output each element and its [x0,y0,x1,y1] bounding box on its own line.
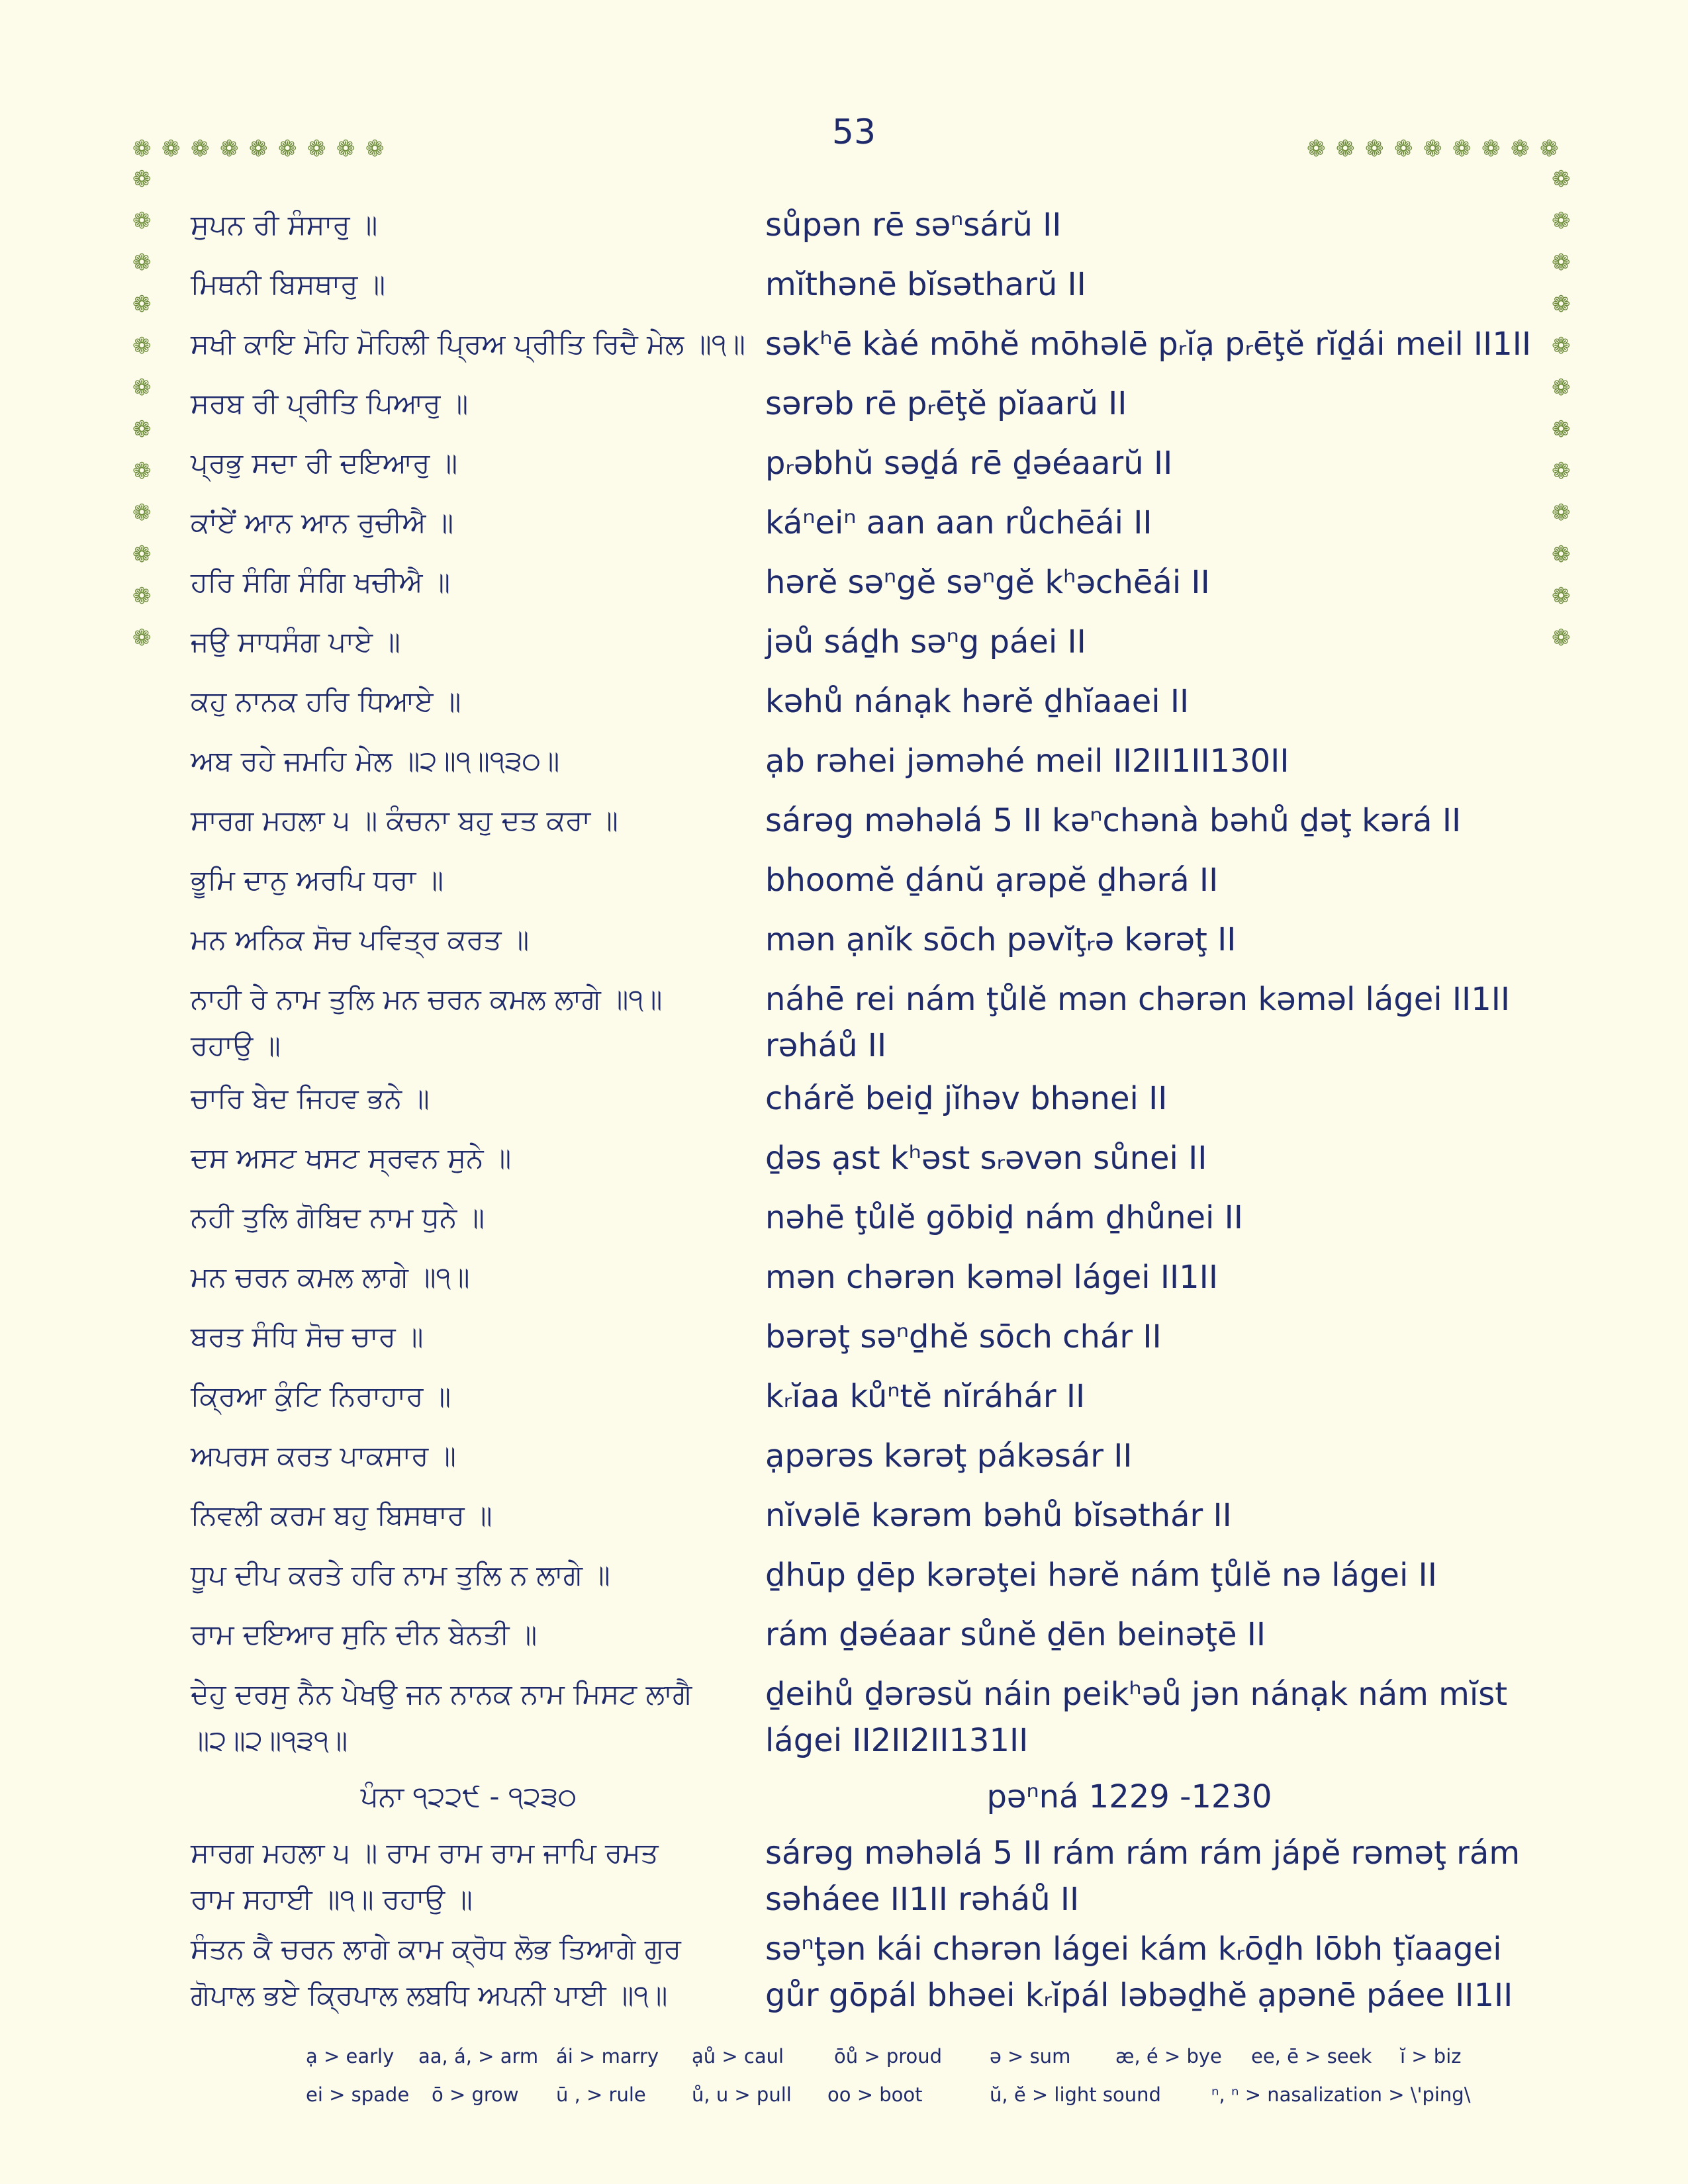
gurmukhi-line: ਸਰਬ ਰੀ ਪ੍ਰੀਤਿ ਪਿਆਰੁ ॥ [191,387,469,420]
gurmukhi-line: ਚਾਰਿ ਬੇਦ ਜਿਹਵ ਭਨੇ ॥ [191,1082,430,1115]
gurmukhi-line: ਮਿਥਨੀ ਬਿਸਥਾਰੁ ॥ [191,268,386,300]
transliteration-line: sárəg məhəlá 5 II rám rám rám jápĕ rəməţ rám səháee II1II rəháů II [765,1835,1521,1918]
transliteration-line: bhoomĕ ḏánŭ ạrəpĕ ḏhərá II [765,862,1219,899]
flower-icon: ❁ [1307,136,1326,162]
gurmukhi-line: ਨਾਹੀ ਰੇ ਨਾਮ ਤੁਲਿ ਮਨ ਚਰਨ ਕਮਲ ਲਾਗੇ ॥੧॥ ਰਹਾਉ ॥ [191,983,663,1062]
gurmukhi-line: ਹਰਿ ਸੰਗਿ ਸੰਗਿ ਖਚੀਐ ॥ [191,566,451,598]
legend-item: ei > spade [306,2083,410,2106]
flower-icon: ❁ [1552,583,1571,610]
transliteration-line: ḏeihů ḏərəsŭ náin peikʰəů jən nánạk nám mĭst lágei II2II2II131II [765,1676,1508,1759]
gurmukhi-line: ਪ੍ਰਭੁ ਸਦਾ ਰੀ ਦਇਆਰੁ ॥ [191,447,458,479]
flower-icon: ❁ [132,500,152,526]
gurmukhi-line: ਜਉ ਸਾਧਸੰਗ ਪਾਏ ॥ [191,625,400,658]
transliteration-line: rám ḏəéaar sůnĕ ḏēn beinəţē II [765,1616,1266,1653]
gurmukhi-line: ਨਿਵਲੀ ਕਰਮ ਬਹੁ ਬਿਸਥਾਰ ॥ [191,1499,492,1531]
transliteration-line: səkʰē kàé mōhĕ mōhəlē pᵣĭạ pᵣēţĕ rĭḏái meil II1II [765,326,1532,363]
gurmukhi-line: ਸਖੀ ਕਾਇ ਮੋਹਿ ਮੋਹਿਲੀ ਪ੍ਰਿਅ ਪ੍ਰੀਤਿ ਰਿਦੈ ਮੇਲ ॥੧॥ [191,328,745,360]
transliteration-line: kəhů nánạk hərĕ ḏhĭaaei II [765,683,1190,720]
flower-icon: ❁ [1552,625,1571,651]
legend-item: ạů > caul [692,2045,784,2068]
transliteration-line: káⁿeiⁿ aan aan růchēái II [765,504,1152,541]
gurmukhi-line: ਦੇਹੁ ਦਰਸੁ ਨੈਨ ਪੇਖਉ ਜਨ ਨਾਨਕ ਨਾਮ ਮਿਸਟ ਲਾਗੈ ॥੨॥੨॥੧੩੧॥ [191,1678,692,1756]
gurmukhi-line: ਸੁਪਨ ਰੀ ਸੰਸਾਰੁ ॥ [191,208,378,241]
legend-item: ee, ē > seek [1251,2045,1372,2068]
heading-transliteration: pəⁿná 1229 -1230 [986,1778,1272,1815]
gurmukhi-line: ਅਪਰਸ ਕਰਤ ਪਾਕਸਾਰ ॥ [191,1439,456,1472]
gurmukhi-line: ਬਰਤ ਸੰਧਿ ਸੋਚ ਚਾਰ ॥ [191,1320,424,1353]
transliteration-line: sərəb rē pᵣēţĕ pĭaarŭ II [765,385,1127,422]
transliteration-line: sárəg məhəlá 5 II kəⁿchənà bəhů ḏəţ kərá II [765,802,1462,839]
transliteration-line: chárĕ beiḏ jĭhəv bhənei II [765,1080,1168,1117]
flower-icon: ❁ [132,458,152,484]
transliteration-line: jəů sáḏh səⁿg páei II [765,623,1086,660]
legend-item: ŭ, ĕ > light sound [990,2083,1161,2106]
flower-icon: ❁ [132,541,152,568]
flower-icon: ❁ [1452,136,1472,162]
flower-icon: ❁ [1552,416,1571,443]
flower-icon: ❁ [132,166,152,193]
gurmukhi-line: ਧੂਪ ਦੀਪ ਕਰਤੇ ਹਰਿ ਨਾਮ ਤੁਲਿ ਨ ਲਾਗੇ ॥ [191,1559,610,1591]
gurmukhi-line: ਅਬ ਰਹੇ ਜਮਹਿ ਮੇਲ ॥੨॥੧॥੧੩੦॥ [191,745,560,777]
gurmukhi-line: ਸੰਤਨ ਕੈ ਚਰਨ ਲਾਗੇ ਕਾਮ ਕ੍ਰੋਧ ਲੋਭ ਤਿਆਗੇ ਗੁਰ ਗੋਪਾਲ ਭਏ ਕ੍ਰਿਪਾਲ ਲਬਧਿ ਅਪਨੀ ਪਾਈ ॥੧॥ [191,1933,681,2011]
flower-icon: ❁ [1481,136,1501,162]
flower-icon: ❁ [1336,136,1355,162]
flower-icon: ❁ [132,136,152,162]
transliteration-line: səⁿţən kái chərən lágei kám kᵣōḏh lōbh ţĭaagei gůr gōpál bhəei kᵣĭpál ləbəḏhĕ ạpənē páee II1II [765,1931,1513,2014]
gurmukhi-line: ਰਾਮ ਦਇਆਰ ਸੁਨਿ ਦੀਨ ਬੇਨਤੀ ॥ [191,1618,538,1651]
legend-item: oo > boot [827,2083,923,2106]
transliteration-line: hərĕ səⁿgĕ səⁿgĕ kʰəchēái II [765,564,1210,601]
gurmukhi-line: ਨਹੀ ਤੁਲਿ ਗੋਬਿਦ ਨਾਮ ਧੁਨੇ ॥ [191,1201,485,1234]
flower-icon: ❁ [1365,136,1384,162]
gurmukhi-line: ਭੂਮਿ ਦਾਨੁ ਅਰਪਿ ਧਰਾ ॥ [191,864,444,896]
transliteration-line: mĭthənē bĭsətharŭ II [765,266,1086,303]
flower-icon: ❁ [365,136,385,162]
gurmukhi-line: ਮਨ ਅਨਿਕ ਸੋਚ ਪਵਿਤ੍ਰ ਕਰਤ ॥ [191,923,530,956]
legend-item: aa, á, > arm [418,2045,539,2068]
flower-icon: ❁ [1552,375,1571,401]
flower-icon: ❁ [1552,250,1571,276]
flower-icon: ❁ [307,136,326,162]
flower-icon: ❁ [1423,136,1442,162]
legend-item: ⁿ, ⁿ > nasalization > \'ping\ [1211,2083,1471,2106]
gurmukhi-line: ਮਨ ਚਰਨ ਕਮਲ ਲਾਗੇ ॥੧॥ [191,1261,470,1293]
transliteration-line: mən chərən kəməl lágei II1II [765,1259,1218,1296]
gurmukhi-line: ਕਾਂਏਂ ਆਨ ਆਨ ਰੁਚੀਐ ॥ [191,506,454,539]
flower-icon: ❁ [132,375,152,401]
transliteration-line: nĭvəlē kərəm bəhů bĭsəthár II [765,1497,1232,1534]
legend-item: ū , > rule [556,2083,646,2106]
flower-icon: ❁ [132,583,152,610]
flower-icon: ❁ [132,333,152,359]
page-number: 53 [831,113,876,152]
gurmukhi-line: ਸਾਰਗ ਮਹਲਾ ੫ ॥ ਕੰਚਨਾ ਬਹੁ ਦਤ ਕਰਾ ॥ [191,804,618,837]
flower-icon: ❁ [1552,541,1571,568]
transliteration-line: náhē rei nám ţůlĕ mən chərən kəməl lágei II1II rəháů II [765,981,1511,1064]
flower-icon: ❁ [132,416,152,443]
transliteration-line: ḏhūp ḏēp kərəţei hərĕ nám ţůlĕ nə lágei II [765,1557,1437,1594]
flower-icon: ❁ [132,250,152,276]
flower-icon: ❁ [132,291,152,318]
legend-item: ōů > proud [834,2045,943,2068]
flower-icon: ❁ [191,136,210,162]
flower-icon: ❁ [1552,166,1571,193]
transliteration-line: sůpən rē səⁿsárŭ II [765,206,1062,244]
heading-gurmukhi: ਪੰਨਾ ੧੨੨੯ - ੧੨੩੦ [360,1780,577,1813]
transliteration-line: pᵣəbhŭ səḏá rē ḏəéaarŭ II [765,445,1173,482]
legend-item: ə > sum [990,2045,1071,2068]
gurmukhi-line: ਕ੍ਰਿਆ ਕੁੰਟਿ ਨਿਰਾਹਾਰ ॥ [191,1380,451,1412]
gurmukhi-line: ਦਸ ਅਸਟ ਖਸਟ ਸ੍ਰਵਨ ਸੁਨੇ ॥ [191,1142,512,1174]
legend-item: ĭ > biz [1400,2045,1462,2068]
flower-icon: ❁ [336,136,355,162]
legend-item: ạ > early [306,2045,395,2068]
gurmukhi-line: ਕਹੁ ਨਾਨਕ ਹਰਿ ਧਿਆਏ ॥ [191,685,461,717]
flower-icon: ❁ [220,136,239,162]
flower-icon: ❁ [1552,333,1571,359]
flower-icon: ❁ [278,136,297,162]
transliteration-line: ạb rəhei jəməhé meil II2II1II130II [765,743,1289,780]
flower-icon: ❁ [132,208,152,234]
transliteration-line: nəhē ţůlĕ gōbiḏ nám ḏhůnei II [765,1199,1243,1236]
flower-icon: ❁ [1540,136,1559,162]
flower-icon: ❁ [1552,291,1571,318]
transliteration-line: ḏəs ạst kʰəst sᵣəvən sůnei II [765,1140,1207,1177]
legend-item: ái > marry [556,2045,659,2068]
transliteration-line: bərəţ səⁿḏhĕ sōch chár II [765,1318,1162,1355]
flower-icon: ❁ [1552,208,1571,234]
gurmukhi-line: ਸਾਰਗ ਮਹਲਾ ੫ ॥ ਰਾਮ ਰਾਮ ਰਾਮ ਜਾਪਿ ਰਮਤ ਰਾਮ ਸਹਾਈ ॥੧॥ ਰਹਾਉ ॥ [191,1837,659,1915]
legend-item: ō > grow [432,2083,519,2106]
flower-icon: ❁ [1394,136,1413,162]
transliteration-line: ạpərəs kərəţ pákəsár II [765,1437,1133,1475]
legend-item: æ, é > bye [1115,2045,1222,2068]
flower-icon: ❁ [132,625,152,651]
flower-icon: ❁ [1552,458,1571,484]
legend-item: ů, u > pull [692,2083,792,2106]
transliteration-line: mən ạnĭk sōch pəvĭţᵣə kərəţ II [765,921,1237,958]
flower-icon: ❁ [1552,500,1571,526]
flower-icon: ❁ [162,136,181,162]
flower-icon: ❁ [1511,136,1530,162]
flower-icon: ❁ [249,136,268,162]
transliteration-line: kᵣĭaa kůⁿtĕ nĭráhár II [765,1378,1086,1415]
